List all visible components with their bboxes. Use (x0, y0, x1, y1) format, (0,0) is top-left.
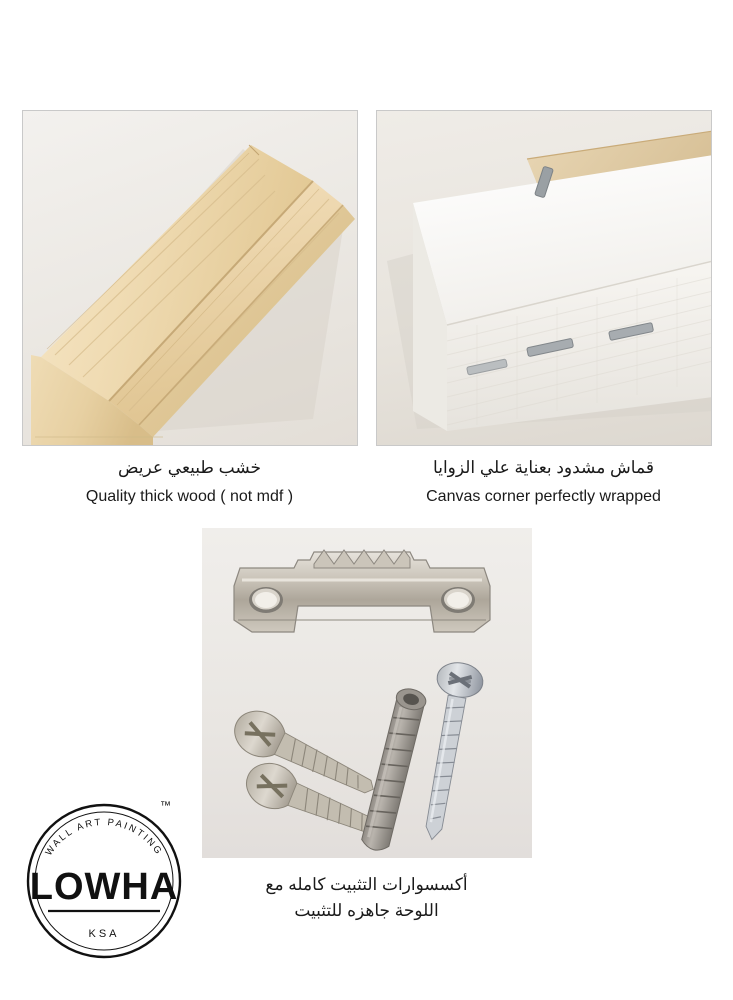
hardware-illustration (202, 528, 532, 858)
panel-wood-frame (22, 110, 358, 507)
wall-plug (359, 686, 428, 853)
hanging-hardware-photo (202, 528, 532, 858)
caption-english: Quality thick wood ( not mdf ) (85, 487, 294, 505)
wood-frame-photo (22, 110, 358, 446)
canvas-corner-photo (376, 110, 712, 446)
top-panel-row (0, 110, 733, 507)
anchor-screw (409, 659, 485, 843)
lowha-logo (18, 795, 190, 967)
caption-wood (22, 456, 358, 507)
panel-canvas-corner (376, 110, 712, 507)
trademark-symbol: ™ (160, 800, 172, 812)
logo-tagline: WALL ART PAINTING (43, 816, 165, 858)
caption-arabic: خشب طبيعي عريض (117, 458, 262, 477)
caption-arabic: قماش مشدود بعناية علي الزوايا (433, 458, 654, 477)
logo-country-text: KSA (88, 928, 120, 940)
canvas-corner-illustration (377, 111, 712, 446)
logo-mark (18, 795, 190, 967)
svg-text:WALL ART PAINTING (43, 817, 164, 858)
caption-hardware (177, 872, 557, 925)
caption-arabic-line2: اللوحة جاهزه للتثبيت (294, 901, 439, 921)
caption-english: Canvas corner perfectly wrapped (426, 487, 661, 505)
wood-frame-illustration (22, 119, 358, 446)
caption-canvas (376, 456, 712, 507)
caption-arabic-line1: أكسسوارات التثبيت كامله مع (265, 875, 468, 894)
logo-brand-text: LOWHA (29, 866, 179, 908)
sawtooth-hanger (234, 550, 490, 632)
